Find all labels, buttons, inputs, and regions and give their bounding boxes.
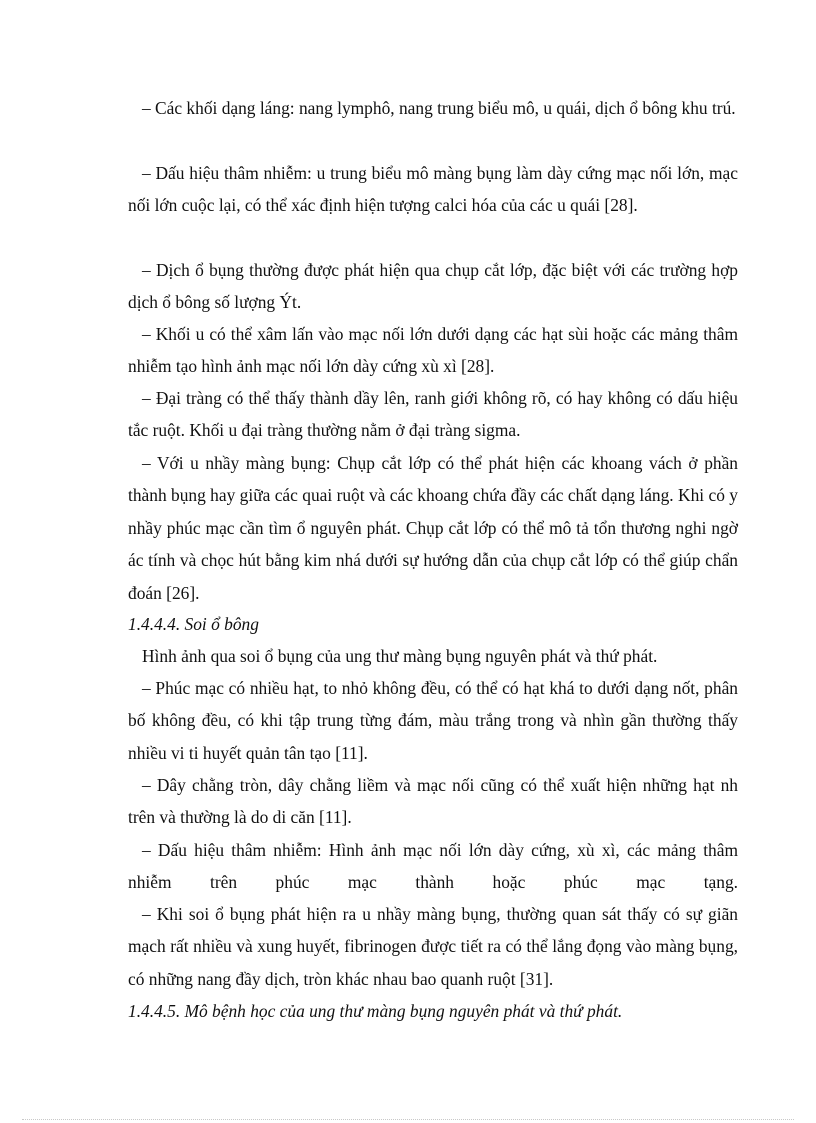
paragraph-laparoscopy-infiltration: – Dấu hiệu thâm nhiễm: Hình ảnh mạc nối lớn dày cứng, xù xì, các mảng thâm nhiễm trên phúc mạc thành hoặc phúc mạc tạng.	[128, 840, 738, 893]
page-bottom-divider	[22, 1119, 794, 1120]
paragraph-ligaments: – Dây chằng tròn, dây chằng liềm và mạc nối cũng có thể xuất hiện những hạt nh trên và thường là do di căn [11].	[128, 775, 738, 828]
paragraph-mucinous-tumor: – Với u nhầy màng bụng: Chụp cắt lớp có thể phát hiện các khoang vách ở phần thành bụng hay giữa các quai ruột và các khoang chứa đầy các chất dạng láng. Khi có y nhầy phúc mạc cần tìm ổ nguyên phát. Chụp cắt lớp có thể mô tả tổn thương nghi ngờ ác tính và chọc hút bằng kim nhá dưới sự hướng dẫn của chụp cắt lớp có thể giúp chẩn đoán [26].	[128, 453, 738, 603]
paragraph-peritoneum-nodules: – Phúc mạc có nhiều hạt, to nhỏ không đều, có thể có hạt khá to dưới dạng nốt, phân bố không đều, có khi tập trung từng đám, màu trắng trong và nhìn gần thường thấy nhiều vi ti huyết quản tân tạo [11].	[128, 678, 738, 763]
paragraph-colon: – Đại tràng có thể thấy thành dầy lên, ranh giới không rõ, có hay không có dấu hiệu tắc ruột. Khối u đại tràng thường nằm ở đại tràng sigma.	[128, 388, 738, 441]
paragraph-mass-types: – Các khối dạng láng: nang lymphô, nang trung biểu mô, u quái, dịch ổ bông khu trú.	[142, 98, 736, 118]
paragraph-omentum-invasion: – Khối u có thể xâm lấn vào mạc nối lớn dưới dạng các hạt sùi hoặc các mảng thâm nhiễm tạo hình ảnh mạc nối lớn dày cứng xù xì [28].	[128, 324, 738, 377]
section-heading-laparoscopy: 1.4.4.4. Soi ổ bông	[128, 614, 259, 634]
paragraph-abdominal-fluid: – Dịch ổ bụng thường được phát hiện qua chụp cắt lớp, đặc biệt với các trường hợp dịch ổ bông số lượng Ýt.	[128, 260, 738, 313]
paragraph-laparoscopy-intro: Hình ảnh qua soi ổ bụng của ung thư màng bụng nguyên phát và thứ phát.	[142, 646, 658, 666]
paragraph-mucinous-laparoscopy: – Khi soi ổ bụng phát hiện ra u nhầy màng bụng, thường quan sát thấy có sự giãn mạch rất nhiều và xung huyết, fibrinogen được tiết ra có thể lắng đọng vào màng bụng, có những nang đầy dịch, tròn khác nhau bao quanh ruột [31].	[128, 904, 738, 989]
paragraph-infiltration-signs: – Dấu hiệu thâm nhiễm: u trung biểu mô màng bụng làm dày cứng mạc nối lớn, mạc nối lớn cuộc lại, có thể xác định hiện tượng calci hóa của các u quái [28].	[128, 163, 738, 216]
section-heading-histopathology: 1.4.4.5. Mô bệnh học của ung thư màng bụng nguyên phát và thứ phát.	[128, 1001, 623, 1021]
